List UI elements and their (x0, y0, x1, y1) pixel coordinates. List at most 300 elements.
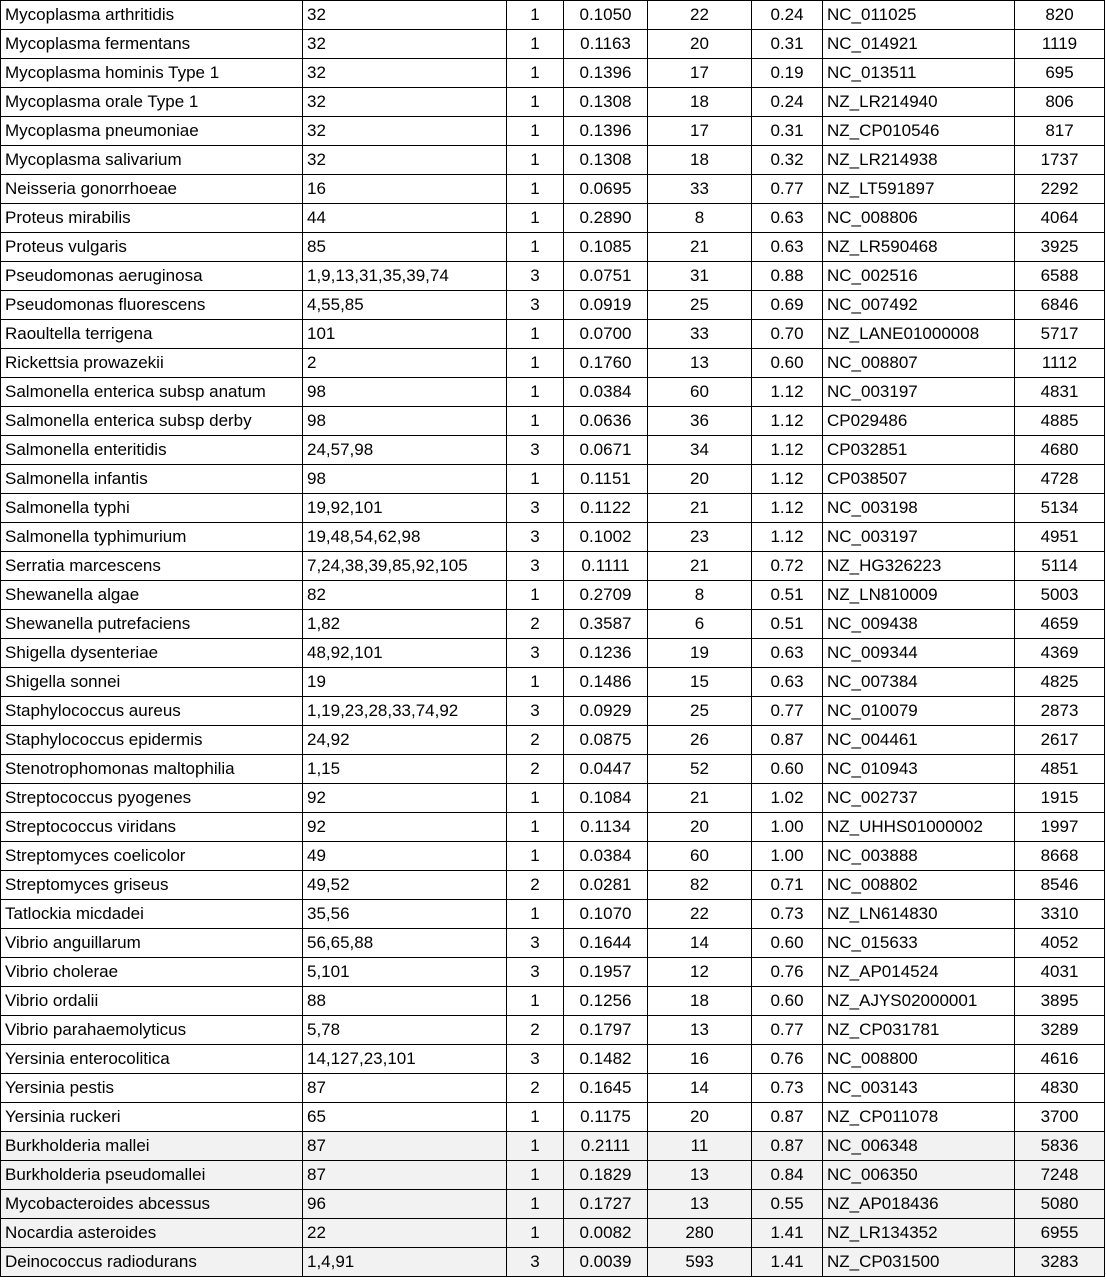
value-cell: 0.73 (752, 900, 823, 929)
n-cell: 22 (648, 1, 752, 30)
phage-list-cell: 44 (303, 204, 507, 233)
value-cell: 0.71 (752, 871, 823, 900)
n-cell: 21 (648, 233, 752, 262)
phage-list-cell: 19 (303, 668, 507, 697)
organism-cell: Shewanella putrefaciens (1, 610, 303, 639)
n-cell: 18 (648, 987, 752, 1016)
n-cell: 82 (648, 871, 752, 900)
count-cell: 1 (507, 784, 564, 813)
size-cell: 4064 (1015, 204, 1105, 233)
ratio-cell: 0.0384 (564, 378, 648, 407)
value-cell: 0.60 (752, 987, 823, 1016)
ratio-cell: 0.0082 (564, 1219, 648, 1248)
table-row (1, 929, 1105, 958)
table-row (1, 668, 1105, 697)
organism-cell: Stenotrophomonas maltophilia (1, 755, 303, 784)
table-row (1, 30, 1105, 59)
table-row (1, 900, 1105, 929)
accession-cell: NC_003197 (823, 523, 1015, 552)
accession-cell: NZ_CP031781 (823, 1016, 1015, 1045)
size-cell: 6846 (1015, 291, 1105, 320)
phage-list-cell: 49,52 (303, 871, 507, 900)
ratio-cell: 0.1760 (564, 349, 648, 378)
accession-cell: NC_003197 (823, 378, 1015, 407)
ratio-cell: 0.0919 (564, 291, 648, 320)
n-cell: 13 (648, 1190, 752, 1219)
organism-cell: Serratia marcescens (1, 552, 303, 581)
ratio-cell: 0.1797 (564, 1016, 648, 1045)
phage-list-cell: 5,101 (303, 958, 507, 987)
n-cell: 20 (648, 813, 752, 842)
table-row (1, 1161, 1105, 1190)
accession-cell: NC_002737 (823, 784, 1015, 813)
count-cell: 1 (507, 465, 564, 494)
count-cell: 1 (507, 668, 564, 697)
table-row (1, 1248, 1105, 1277)
accession-cell: NZ_UHHS01000002 (823, 813, 1015, 842)
accession-cell: NZ_HG326223 (823, 552, 1015, 581)
organism-cell: Staphylococcus aureus (1, 697, 303, 726)
value-cell: 0.55 (752, 1190, 823, 1219)
value-cell: 1.02 (752, 784, 823, 813)
size-cell: 8546 (1015, 871, 1105, 900)
phage-list-cell: 24,57,98 (303, 436, 507, 465)
count-cell: 1 (507, 1219, 564, 1248)
ratio-cell: 0.0281 (564, 871, 648, 900)
ratio-cell: 0.1084 (564, 784, 648, 813)
n-cell: 34 (648, 436, 752, 465)
n-cell: 52 (648, 755, 752, 784)
size-cell: 3289 (1015, 1016, 1105, 1045)
count-cell: 3 (507, 1248, 564, 1277)
count-cell: 2 (507, 871, 564, 900)
phage-list-cell: 56,65,88 (303, 929, 507, 958)
ratio-cell: 0.1957 (564, 958, 648, 987)
accession-cell: NZ_LR590468 (823, 233, 1015, 262)
ratio-cell: 0.1644 (564, 929, 648, 958)
ratio-cell: 0.1122 (564, 494, 648, 523)
table-row (1, 523, 1105, 552)
accession-cell: NC_011025 (823, 1, 1015, 30)
accession-cell: NC_004461 (823, 726, 1015, 755)
phage-list-cell: 32 (303, 59, 507, 88)
count-cell: 3 (507, 262, 564, 291)
ratio-cell: 0.0875 (564, 726, 648, 755)
table-row (1, 842, 1105, 871)
size-cell: 4885 (1015, 407, 1105, 436)
n-cell: 31 (648, 262, 752, 291)
accession-cell: NC_008807 (823, 349, 1015, 378)
table-row (1, 59, 1105, 88)
phage-list-cell: 1,4,91 (303, 1248, 507, 1277)
table-row (1, 726, 1105, 755)
organism-cell: Salmonella enteritidis (1, 436, 303, 465)
organism-cell: Neisseria gonorrhoeae (1, 175, 303, 204)
accession-cell: CP032851 (823, 436, 1015, 465)
value-cell: 0.76 (752, 958, 823, 987)
count-cell: 1 (507, 1103, 564, 1132)
ratio-cell: 0.1151 (564, 465, 648, 494)
phage-list-cell: 35,56 (303, 900, 507, 929)
count-cell: 3 (507, 494, 564, 523)
count-cell: 1 (507, 1161, 564, 1190)
count-cell: 1 (507, 30, 564, 59)
ratio-cell: 0.1829 (564, 1161, 648, 1190)
phage-list-cell: 1,15 (303, 755, 507, 784)
n-cell: 18 (648, 146, 752, 175)
n-cell: 14 (648, 929, 752, 958)
ratio-cell: 0.1308 (564, 88, 648, 117)
count-cell: 3 (507, 697, 564, 726)
ratio-cell: 0.0751 (564, 262, 648, 291)
accession-cell: NC_009344 (823, 639, 1015, 668)
accession-cell: NZ_LR214940 (823, 88, 1015, 117)
count-cell: 1 (507, 204, 564, 233)
organism-cell: Mycoplasma hominis Type 1 (1, 59, 303, 88)
value-cell: 0.77 (752, 697, 823, 726)
size-cell: 4680 (1015, 436, 1105, 465)
value-cell: 0.31 (752, 30, 823, 59)
n-cell: 25 (648, 291, 752, 320)
ratio-cell: 0.1256 (564, 987, 648, 1016)
organism-cell: Salmonella enterica subsp anatum (1, 378, 303, 407)
count-cell: 3 (507, 552, 564, 581)
table-row (1, 465, 1105, 494)
table-row (1, 610, 1105, 639)
organism-cell: Staphylococcus epidermis (1, 726, 303, 755)
phage-list-cell: 98 (303, 378, 507, 407)
n-cell: 19 (648, 639, 752, 668)
value-cell: 0.60 (752, 349, 823, 378)
n-cell: 14 (648, 1074, 752, 1103)
ratio-cell: 0.0695 (564, 175, 648, 204)
accession-cell: NC_010079 (823, 697, 1015, 726)
organism-cell: Proteus vulgaris (1, 233, 303, 262)
n-cell: 22 (648, 900, 752, 929)
ratio-cell: 0.1482 (564, 1045, 648, 1074)
phage-list-cell: 49 (303, 842, 507, 871)
value-cell: 0.24 (752, 1, 823, 30)
phage-list-cell: 22 (303, 1219, 507, 1248)
ratio-cell: 0.0636 (564, 407, 648, 436)
accession-cell: CP038507 (823, 465, 1015, 494)
value-cell: 1.00 (752, 842, 823, 871)
table-row (1, 1219, 1105, 1248)
organism-cell: Rickettsia prowazekii (1, 349, 303, 378)
organism-cell: Proteus mirabilis (1, 204, 303, 233)
table-row (1, 1190, 1105, 1219)
accession-cell: NC_009438 (823, 610, 1015, 639)
accession-cell: NZ_CP010546 (823, 117, 1015, 146)
size-cell: 1915 (1015, 784, 1105, 813)
organism-cell: Mycobacteroides abcessus (1, 1190, 303, 1219)
table-row (1, 88, 1105, 117)
count-cell: 3 (507, 639, 564, 668)
value-cell: 1.41 (752, 1248, 823, 1277)
n-cell: 593 (648, 1248, 752, 1277)
ratio-cell: 0.1002 (564, 523, 648, 552)
value-cell: 0.63 (752, 204, 823, 233)
table-row (1, 204, 1105, 233)
phage-list-cell: 96 (303, 1190, 507, 1219)
size-cell: 3283 (1015, 1248, 1105, 1277)
phage-list-cell: 24,92 (303, 726, 507, 755)
count-cell: 1 (507, 407, 564, 436)
value-cell: 0.51 (752, 610, 823, 639)
organism-cell: Mycoplasma arthritidis (1, 1, 303, 30)
count-cell: 1 (507, 900, 564, 929)
phage-list-cell: 98 (303, 465, 507, 494)
n-cell: 13 (648, 349, 752, 378)
size-cell: 817 (1015, 117, 1105, 146)
organism-cell: Yersinia ruckeri (1, 1103, 303, 1132)
ratio-cell: 0.0929 (564, 697, 648, 726)
value-cell: 0.24 (752, 88, 823, 117)
n-cell: 6 (648, 610, 752, 639)
ratio-cell: 0.0447 (564, 755, 648, 784)
organism-cell: Streptococcus pyogenes (1, 784, 303, 813)
value-cell: 0.88 (752, 262, 823, 291)
value-cell: 1.12 (752, 523, 823, 552)
table-row (1, 1103, 1105, 1132)
count-cell: 2 (507, 1016, 564, 1045)
table-row (1, 1132, 1105, 1161)
count-cell: 1 (507, 1, 564, 30)
n-cell: 33 (648, 320, 752, 349)
table-row (1, 581, 1105, 610)
accession-cell: NZ_CP031500 (823, 1248, 1015, 1277)
phage-list-cell: 92 (303, 784, 507, 813)
value-cell: 0.77 (752, 1016, 823, 1045)
phage-list-cell: 1,9,13,31,35,39,74 (303, 262, 507, 291)
ratio-cell: 0.1085 (564, 233, 648, 262)
phage-list-cell: 32 (303, 146, 507, 175)
organism-cell: Shigella sonnei (1, 668, 303, 697)
value-cell: 0.63 (752, 668, 823, 697)
value-cell: 0.63 (752, 233, 823, 262)
size-cell: 5134 (1015, 494, 1105, 523)
accession-cell: NZ_LR214938 (823, 146, 1015, 175)
phage-list-cell: 48,92,101 (303, 639, 507, 668)
value-cell: 1.12 (752, 407, 823, 436)
table-row (1, 175, 1105, 204)
accession-cell: NC_002516 (823, 262, 1015, 291)
phage-list-cell: 32 (303, 30, 507, 59)
value-cell: 0.19 (752, 59, 823, 88)
size-cell: 5717 (1015, 320, 1105, 349)
size-cell: 4728 (1015, 465, 1105, 494)
table-row (1, 233, 1105, 262)
n-cell: 21 (648, 494, 752, 523)
n-cell: 26 (648, 726, 752, 755)
count-cell: 1 (507, 378, 564, 407)
accession-cell: NC_003198 (823, 494, 1015, 523)
n-cell: 15 (648, 668, 752, 697)
accession-cell: NC_007492 (823, 291, 1015, 320)
n-cell: 33 (648, 175, 752, 204)
size-cell: 2292 (1015, 175, 1105, 204)
organism-cell: Burkholderia pseudomallei (1, 1161, 303, 1190)
organism-cell: Mycoplasma orale Type 1 (1, 88, 303, 117)
count-cell: 3 (507, 523, 564, 552)
count-cell: 1 (507, 987, 564, 1016)
n-cell: 36 (648, 407, 752, 436)
table-row (1, 755, 1105, 784)
ratio-cell: 0.1727 (564, 1190, 648, 1219)
n-cell: 11 (648, 1132, 752, 1161)
n-cell: 60 (648, 842, 752, 871)
size-cell: 3925 (1015, 233, 1105, 262)
ratio-cell: 0.1396 (564, 59, 648, 88)
table-row (1, 262, 1105, 291)
phage-list-cell: 87 (303, 1132, 507, 1161)
value-cell: 0.63 (752, 639, 823, 668)
size-cell: 695 (1015, 59, 1105, 88)
count-cell: 3 (507, 958, 564, 987)
size-cell: 5080 (1015, 1190, 1105, 1219)
phage-list-cell: 16 (303, 175, 507, 204)
table-row (1, 291, 1105, 320)
n-cell: 12 (648, 958, 752, 987)
size-cell: 4369 (1015, 639, 1105, 668)
phage-list-cell: 92 (303, 813, 507, 842)
count-cell: 2 (507, 726, 564, 755)
organism-cell: Raoultella terrigena (1, 320, 303, 349)
accession-cell: NC_003888 (823, 842, 1015, 871)
size-cell: 4951 (1015, 523, 1105, 552)
count-cell: 3 (507, 929, 564, 958)
n-cell: 21 (648, 552, 752, 581)
size-cell: 4616 (1015, 1045, 1105, 1074)
table-row (1, 117, 1105, 146)
count-cell: 1 (507, 813, 564, 842)
size-cell: 1112 (1015, 349, 1105, 378)
value-cell: 0.70 (752, 320, 823, 349)
size-cell: 1737 (1015, 146, 1105, 175)
count-cell: 1 (507, 320, 564, 349)
value-cell: 0.87 (752, 1103, 823, 1132)
ratio-cell: 0.1050 (564, 1, 648, 30)
organism-cell: Vibrio parahaemolyticus (1, 1016, 303, 1045)
count-cell: 1 (507, 88, 564, 117)
table-row (1, 784, 1105, 813)
table-row (1, 1045, 1105, 1074)
phage-list-cell: 88 (303, 987, 507, 1016)
accession-cell: NZ_AJYS02000001 (823, 987, 1015, 1016)
n-cell: 20 (648, 465, 752, 494)
table-body (1, 1, 1105, 1277)
ratio-cell: 0.0700 (564, 320, 648, 349)
accession-cell: CP029486 (823, 407, 1015, 436)
organism-cell: Salmonella infantis (1, 465, 303, 494)
accession-cell: NC_008800 (823, 1045, 1015, 1074)
value-cell: 1.00 (752, 813, 823, 842)
table-row (1, 494, 1105, 523)
value-cell: 0.77 (752, 175, 823, 204)
size-cell: 820 (1015, 1, 1105, 30)
count-cell: 1 (507, 146, 564, 175)
count-cell: 2 (507, 755, 564, 784)
count-cell: 1 (507, 1190, 564, 1219)
count-cell: 1 (507, 349, 564, 378)
size-cell: 8668 (1015, 842, 1105, 871)
size-cell: 2617 (1015, 726, 1105, 755)
count-cell: 1 (507, 59, 564, 88)
table-row (1, 378, 1105, 407)
phage-list-cell: 98 (303, 407, 507, 436)
value-cell: 1.12 (752, 378, 823, 407)
ratio-cell: 0.2709 (564, 581, 648, 610)
ratio-cell: 0.2111 (564, 1132, 648, 1161)
organism-cell: Salmonella enterica subsp derby (1, 407, 303, 436)
phage-list-cell: 82 (303, 581, 507, 610)
accession-cell: NZ_AP018436 (823, 1190, 1015, 1219)
accession-cell: NC_008802 (823, 871, 1015, 900)
table-row (1, 639, 1105, 668)
size-cell: 3895 (1015, 987, 1105, 1016)
ratio-cell: 0.0671 (564, 436, 648, 465)
phage-list-cell: 5,78 (303, 1016, 507, 1045)
value-cell: 0.60 (752, 929, 823, 958)
count-cell: 1 (507, 581, 564, 610)
size-cell: 6955 (1015, 1219, 1105, 1248)
organism-cell: Pseudomonas aeruginosa (1, 262, 303, 291)
table-row (1, 1074, 1105, 1103)
ratio-cell: 0.1163 (564, 30, 648, 59)
ratio-cell: 0.3587 (564, 610, 648, 639)
phage-list-cell: 1,82 (303, 610, 507, 639)
size-cell: 2873 (1015, 697, 1105, 726)
value-cell: 0.51 (752, 581, 823, 610)
phage-list-cell: 4,55,85 (303, 291, 507, 320)
count-cell: 2 (507, 610, 564, 639)
value-cell: 0.32 (752, 146, 823, 175)
n-cell: 280 (648, 1219, 752, 1248)
ratio-cell: 0.0384 (564, 842, 648, 871)
n-cell: 21 (648, 784, 752, 813)
organism-cell: Yersinia pestis (1, 1074, 303, 1103)
value-cell: 1.12 (752, 494, 823, 523)
table-row (1, 146, 1105, 175)
n-cell: 20 (648, 30, 752, 59)
accession-cell: NC_006350 (823, 1161, 1015, 1190)
organism-cell: Shigella dysenteriae (1, 639, 303, 668)
accession-cell: NZ_LANE01000008 (823, 320, 1015, 349)
organism-cell: Nocardia asteroides (1, 1219, 303, 1248)
phage-list-cell: 87 (303, 1161, 507, 1190)
accession-cell: NC_015633 (823, 929, 1015, 958)
organism-cell: Pseudomonas fluorescens (1, 291, 303, 320)
phage-list-cell: 19,92,101 (303, 494, 507, 523)
organism-cell: Mycoplasma pneumoniae (1, 117, 303, 146)
size-cell: 4052 (1015, 929, 1105, 958)
accession-cell: NC_010943 (823, 755, 1015, 784)
table-row (1, 552, 1105, 581)
organism-cell: Vibrio ordalii (1, 987, 303, 1016)
value-cell: 0.76 (752, 1045, 823, 1074)
ratio-cell: 0.1175 (564, 1103, 648, 1132)
table-row (1, 958, 1105, 987)
organism-cell: Shewanella algae (1, 581, 303, 610)
size-cell: 1997 (1015, 813, 1105, 842)
n-cell: 25 (648, 697, 752, 726)
count-cell: 1 (507, 233, 564, 262)
ratio-cell: 0.1070 (564, 900, 648, 929)
ratio-cell: 0.1396 (564, 117, 648, 146)
accession-cell: NZ_LT591897 (823, 175, 1015, 204)
phage-list-cell: 2 (303, 349, 507, 378)
organism-cell: Burkholderia mallei (1, 1132, 303, 1161)
